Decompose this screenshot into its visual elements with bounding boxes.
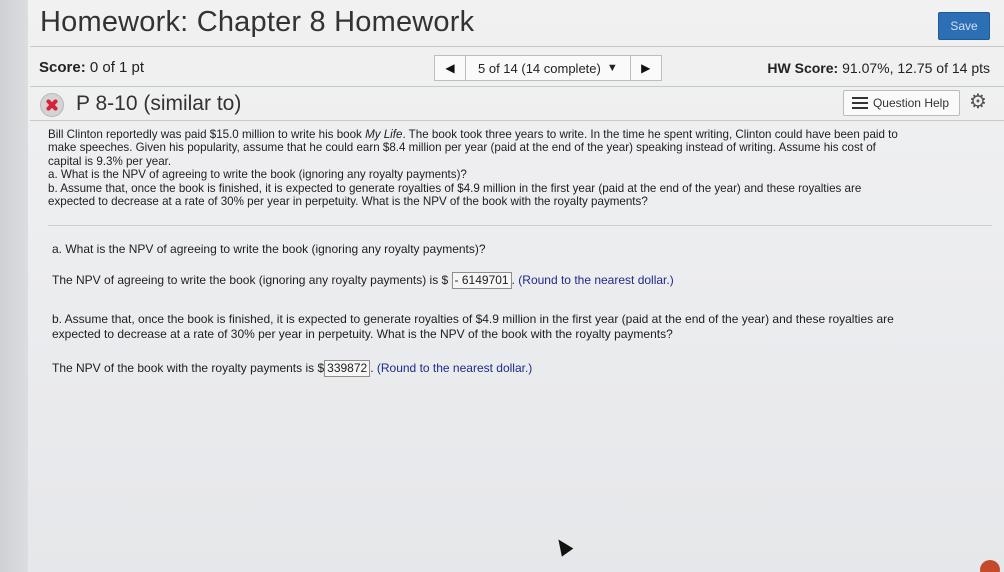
score-label: Score: bbox=[39, 59, 86, 76]
hw-score bbox=[767, 60, 990, 76]
question-part-b-line-2: expected to decrease at a rate of 30% per year in perpetuity. What is the NPV of the book with the royalty payments? bbox=[48, 195, 648, 209]
triangle-left-icon: ◀ bbox=[445, 61, 455, 75]
left-sidebar-strip bbox=[0, 0, 28, 572]
gear-icon[interactable]: ⚙ bbox=[969, 91, 987, 113]
answer-a-hint: (Round to the nearest dollar.) bbox=[518, 273, 674, 287]
question-statement bbox=[48, 128, 983, 208]
question-intro-line-1: Bill Clinton reportedly was paid $15.0 million to write his book My Life. The book took three years to write. In the time he spent writing, Clinton could have been paid to bbox=[48, 128, 898, 141]
answer-b-hint: (Round to the nearest dollar.) bbox=[376, 361, 533, 375]
hw-score-value: 91.07%, 12.75 of 14 pts bbox=[842, 60, 990, 76]
hw-score-label: HW Score: bbox=[767, 60, 839, 76]
answer-b-question-line-1: b. Assume that, once the book is finished, it is expected to generate royalties of $4.9 million in the first year (paid at the end of the year) and these royalties are bbox=[52, 312, 894, 326]
question-progress-text: 5 of 14 (14 complete) bbox=[478, 60, 601, 76]
answer-a-prefix: The NPV of agreeing to write the book (ignoring any royalty payments) is $ bbox=[52, 273, 449, 287]
question-intro-line-2: make speeches. Given his popularity, assume that he could earn $8.4 million per year (paid at the end of the year) speaking instead of writing. Assume his cost of bbox=[48, 141, 876, 155]
book-title: My Life bbox=[365, 128, 403, 141]
answer-b-suffix: . bbox=[370, 361, 374, 375]
answer-b-prefix: The NPV of the book with the royalty payments is $ bbox=[52, 361, 325, 375]
question-content bbox=[30, 120, 1004, 572]
question-part-b-line-1: b. Assume that, once the book is finished, it is expected to generate royalties of $4.9 million in the first year (paid at the end of the year) and these royalties are bbox=[48, 181, 862, 195]
question-part-a: a. What is the NPV of agreeing to write the book (ignoring any royalty payments)? bbox=[48, 168, 467, 182]
answer-b-question-line-2: expected to decrease at a rate of 30% per year in perpetuity. What is the NPV of the book with the royalty payments? bbox=[52, 327, 673, 341]
question-help-label: Question Help bbox=[872, 96, 949, 110]
problem-bar bbox=[30, 88, 1004, 121]
list-icon bbox=[852, 97, 868, 109]
next-question-button[interactable] bbox=[630, 55, 662, 81]
answer-a-suffix: . bbox=[511, 273, 515, 287]
problem-title: P 8-10 (similar to) bbox=[76, 92, 242, 115]
score-bar bbox=[30, 50, 1004, 87]
answer-b-line bbox=[52, 360, 532, 377]
score-value: 0 of 1 pt bbox=[89, 59, 145, 76]
incorrect-x-icon bbox=[40, 93, 64, 117]
save-button[interactable]: Save bbox=[938, 12, 990, 40]
dropdown-caret-icon: ▼ bbox=[606, 62, 618, 74]
answer-a-line bbox=[52, 272, 674, 289]
question-navigator bbox=[434, 56, 662, 80]
question-selector-dropdown[interactable] bbox=[466, 55, 630, 81]
homework-header bbox=[30, 0, 1004, 47]
question-help-button[interactable] bbox=[843, 90, 960, 116]
question-intro-line-3: capital is 9.3% per year. bbox=[48, 154, 172, 168]
answer-b-value-box[interactable]: 339872 bbox=[324, 360, 370, 377]
answer-a-question: a. What is the NPV of agreeing to write the book (ignoring any royalty payments)? bbox=[52, 242, 486, 256]
previous-question-button[interactable] bbox=[434, 55, 466, 81]
question-score bbox=[39, 59, 144, 76]
triangle-right-icon: ▶ bbox=[641, 61, 651, 75]
page-title: Homework: Chapter 8 Homework bbox=[40, 6, 475, 38]
question-divider bbox=[48, 225, 992, 226]
answer-a-value-box[interactable]: - 6149701 bbox=[452, 272, 512, 289]
